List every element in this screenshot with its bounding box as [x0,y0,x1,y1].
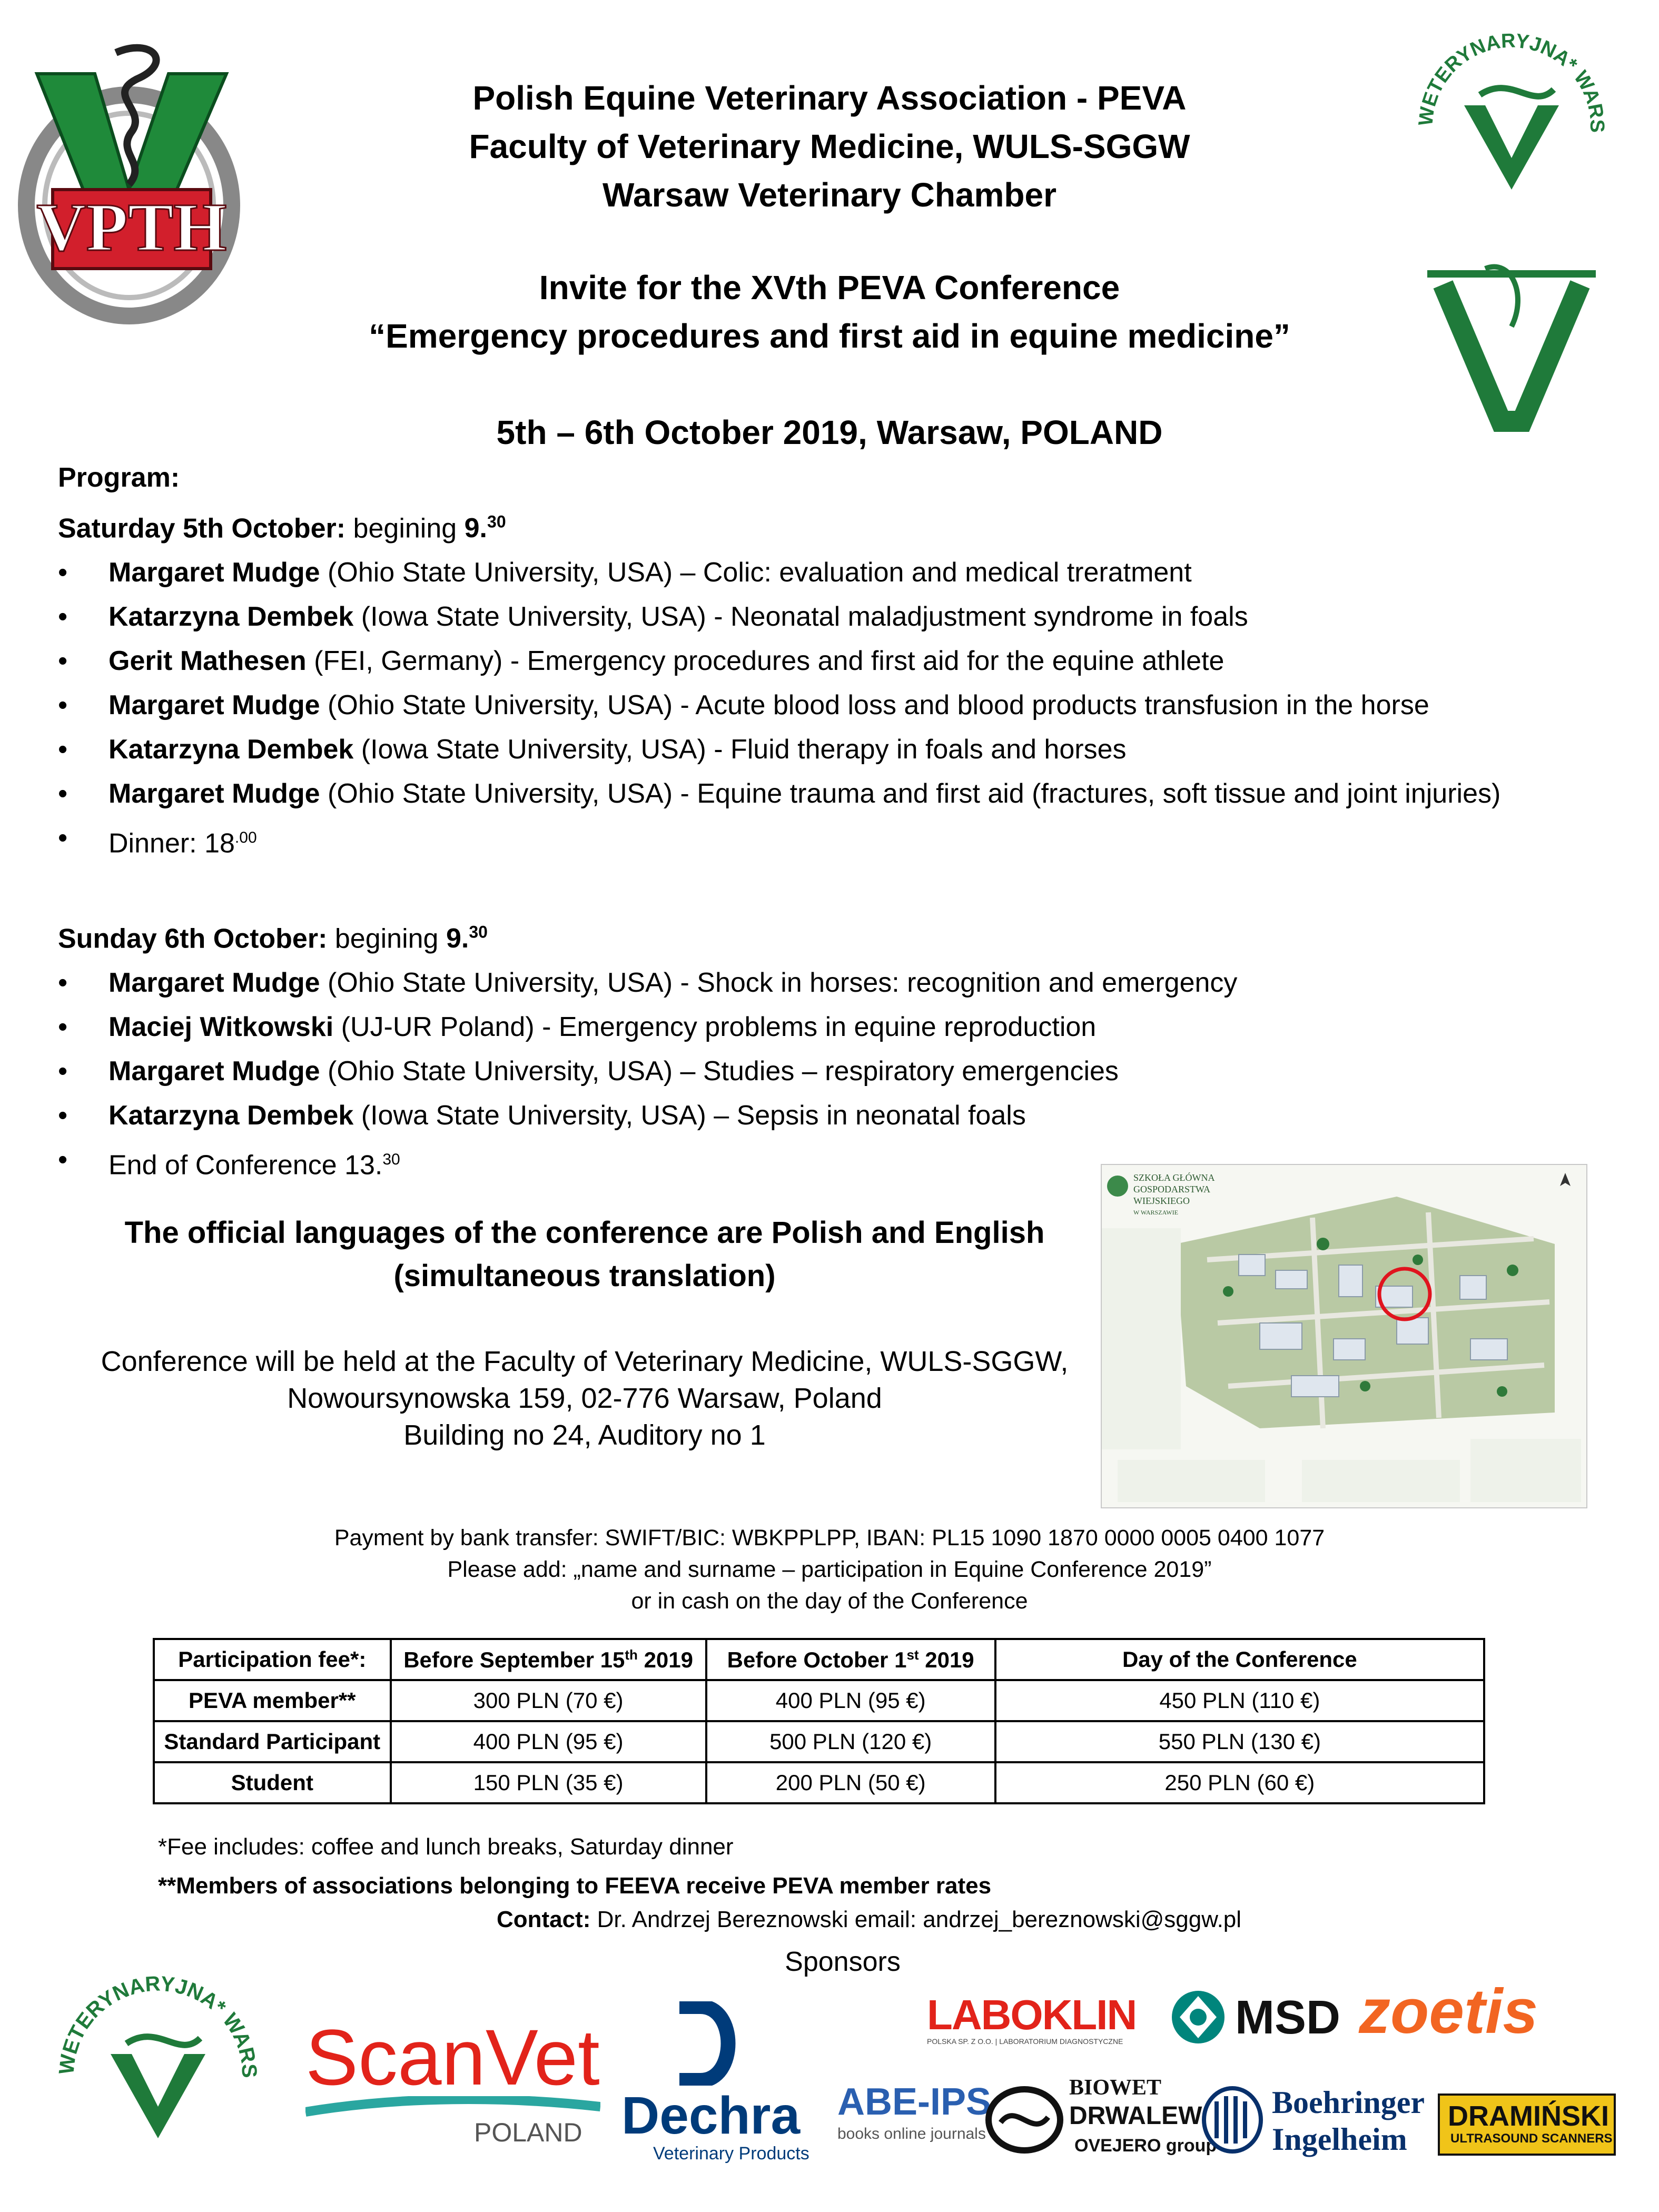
fee-cell: 400 PLN (95 €) [391,1721,706,1762]
languages-line: The official languages of the conference are Polish and English [124,1216,1045,1250]
fee-cell: 250 PLN (60 €) [995,1762,1484,1803]
list-item: • Maciej Witkowski (UJ-UR Poland) - Emergency problems in equine reproduction [58,1005,1585,1049]
organizer-chamber: Warsaw Veterinary Chamber [603,176,1056,214]
conference-title-block [316,263,1343,360]
cash-info: or in cash on the day of the Conference [631,1588,1028,1614]
venue-building: Building no 24, Auditory no 1 [403,1419,766,1451]
saturday-list [58,550,1585,865]
zoetis-logo: zoetis [1359,1976,1538,2047]
sponsors-title: Sponsors [785,1947,901,1977]
organizer-peva: Polish Equine Veterinary Association - PEVA [472,79,1187,117]
conference-theme: “Emergency procedures and first aid in equine medicine” [369,317,1290,355]
footnote-fee-includes: *Fee includes: coffee and lunch breaks, Saturday dinner [158,1834,734,1860]
table-row [154,1762,1484,1803]
sunday-heading [58,910,1585,961]
saturday-start-text: begining [345,513,465,544]
venue-line: Conference will be held at the Faculty of Veterinary Medicine, WULS-SGGW, [101,1346,1069,1377]
boehringer-ingelheim-logo: Boehringer Ingelheim [1201,2080,1433,2165]
fee-cell: 450 PLN (110 €) [995,1680,1484,1721]
translation-line: (simultaneous translation) [393,1259,776,1293]
sunday-label: Sunday 6th October: [58,923,328,954]
row-label: Standard Participant [154,1721,391,1762]
emblem-letters: VPTH [36,190,227,265]
table-row [154,1721,1484,1762]
transfer-title-info: Please add: „name and surname – participation in Equine Conference 2019” [447,1557,1212,1582]
seal-text: WETERYNARYJNA* WARS [1415,29,1608,133]
dinner-item: • Dinner: $18^{.00}$ [58,816,1585,865]
table-row [154,1680,1484,1721]
fee-cell: 550 PLN (130 €) [995,1721,1484,1762]
abe-ips-logo: ABE-IPS books online journals [837,2081,992,2142]
fee-header-onsite: Day of the Conference [995,1639,1484,1680]
row-label: Student [154,1762,391,1803]
fee-header-type: Participation fee*: [154,1639,391,1680]
contact-details: Dr. Andrzej Bereznowski email: andrzej_bereznowski@sggw.pl [590,1907,1242,1932]
list-item: • Katarzyna Dembek (Iowa State University, USA) - Fluid therapy in foals and horses [58,727,1585,772]
end-item: • End of Conference 13.30 [58,1138,1585,1187]
fee-footnotes [158,1828,1527,1905]
languages-note [90,1211,1080,1298]
program-section [58,456,1585,1187]
venue-address: Nowoursynowska 159, 02-776 Warsaw, Poland [287,1382,882,1414]
svg-text:WIEJSKIEGO: WIEJSKIEGO [1133,1196,1190,1206]
warsaw-chamber-v-logo [1422,263,1601,432]
warsaw-chamber-seal-top [1401,16,1622,237]
svg-text:SZKOŁA GŁÓWNA: SZKOŁA GŁÓWNA [1133,1172,1215,1183]
list-item: • Katarzyna Dembek (Iowa State University, USA) - Neonatal maladjustment syndrome in foals [58,595,1585,639]
footnote-feeva: **Members of associations belonging to FEEVA receive PEVA member rates [158,1873,992,1899]
organizers-block [316,74,1343,219]
saturday-start-time: 9.30 [464,512,506,544]
saturday-heading [58,500,1585,550]
svg-text:W WARSZAWIE: W WARSZAWIE [1133,1209,1178,1216]
saturday-label: Saturday 5th October: [58,513,346,544]
laboklin-logo: LABOKLIN POLSKA SP. Z O.O. | LABORATORIUM DIAGNOSTYCZNE [927,1991,1137,2046]
dechra-logo: Dechra Veterinary Products [621,2001,811,2170]
fee-cell: 200 PLN (50 €) [706,1762,995,1803]
contact-line [316,1901,1422,1938]
fee-table [153,1638,1485,1804]
fee-cell: 300 PLN (70 €) [391,1680,706,1721]
fee-cell: 400 PLN (95 €) [706,1680,995,1721]
contact-label: Contact: [496,1907,591,1932]
conference-date: 5th – 6th October 2019, Warsaw, POLAND [496,413,1163,451]
list-item: • Margaret Mudge (Ohio State University, USA) - Equine trauma and first aid (fractures, soft tissue and joint injuries) [58,772,1585,816]
biowet-drwalew-logo: BIOWET DRWALEW OVEJERO group [985,2075,1196,2170]
list-item: • Margaret Mudge (Ohio State University, USA) – Studies – respiratory emergencies [58,1049,1585,1093]
list-item: • Margaret Mudge (Ohio State University, USA) - Acute blood loss and blood products transfusion in the horse [58,683,1585,727]
bank-transfer-info: Payment by bank transfer: SWIFT/BIC: WBKPPLPP, IBAN: PL15 1090 1870 0000 0005 0400 1077 [334,1525,1325,1551]
program-label: Program: [58,462,180,493]
fee-header-early: Before September 15th 2019 [391,1639,706,1680]
pth-emblem-logo [16,32,242,327]
organizer-faculty: Faculty of Veterinary Medicine, WULS-SGGW [469,127,1190,165]
warsaw-chamber-seal-bottom [42,1959,274,2191]
campus-map [1101,1164,1587,1508]
table-header-row [154,1639,1484,1680]
list-item: • Margaret Mudge (Ohio State University, USA) - Shock in horses: recognition and emergency [58,961,1585,1005]
sunday-start-text: begining [327,923,446,954]
list-item: • Katarzyna Dembek (Iowa State University, USA) – Sepsis in neonatal foals [58,1093,1585,1138]
fee-header-regular: Before October 1st 2019 [706,1639,995,1680]
sunday-list [58,961,1585,1187]
scanvet-logo: ScanVet POLAND [305,2013,600,2147]
msd-logo: MSD [1169,1986,1338,2049]
fee-cell: 150 PLN (35 €) [391,1762,706,1803]
fee-cell: 500 PLN (120 €) [706,1721,995,1762]
venue-block [79,1343,1090,1454]
sunday-start-time: 9.30 [446,922,488,954]
draminski-logo: DRAMIŃSKI ULTRASOUND SCANNERS [1438,2094,1616,2156]
list-item: • Gerit Mathesen (FEI, Germany) - Emergency procedures and first aid for the equine athlete [58,639,1585,683]
row-label: PEVA member** [154,1680,391,1721]
payment-block [158,1522,1501,1617]
invite-line: Invite for the XVth PEVA Conference [539,269,1120,307]
list-item: • Margaret Mudge (Ohio State University, USA) – Colic: evaluation and medical treratment [58,550,1585,595]
svg-text:WETERYNARYJNA* WARSZAWSKA IZBA: WETERYNARYJNA* WARS [55,1972,261,2079]
svg-text:GOSPODARSTWA: GOSPODARSTWA [1133,1184,1211,1194]
